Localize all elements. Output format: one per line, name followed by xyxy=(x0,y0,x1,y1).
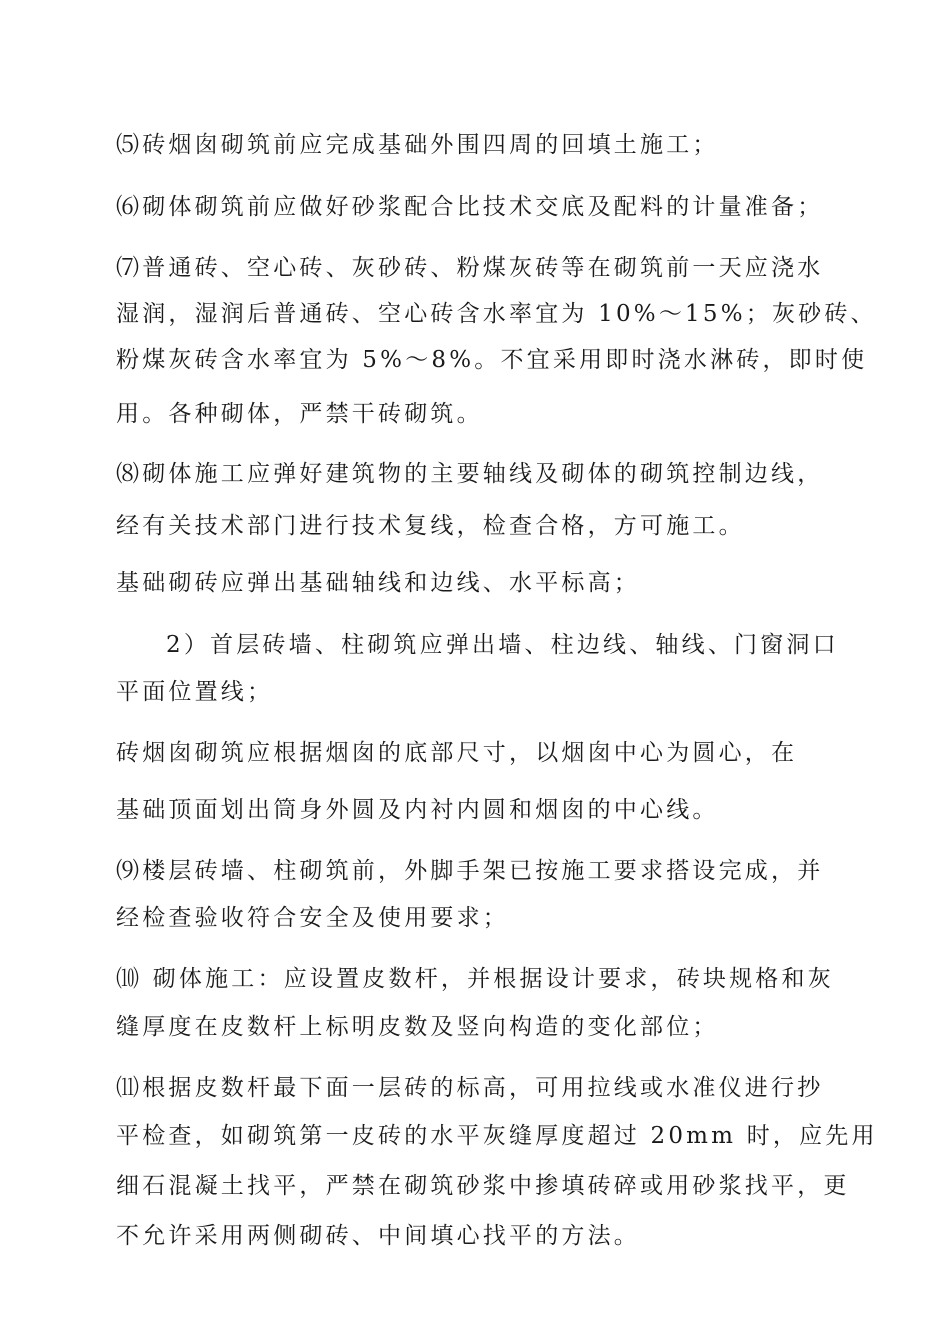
text-line-item-11-cont-3: 不允许采用两侧砌砖、中间填心找平的方法。 xyxy=(116,1223,640,1249)
text-line-item-7-cont-1: 湿润，湿润后普通砖、空心砖含水率宜为 10%～15%；灰砂砖、 xyxy=(116,301,877,327)
text-line-chimney: 砖烟囱砌筑应根据烟囱的底部尺寸，以烟囱中心为圆心，在 xyxy=(116,740,798,766)
text-line-item-8-cont: 经有关技术部门进行技术复线，检查合格，方可施工。 xyxy=(116,513,745,539)
text-line-item-10-cont: 缝厚度在皮数杆上标明皮数及竖向构造的变化部位； xyxy=(116,1014,719,1040)
text-line-subitem-2-cont: 平面位置线； xyxy=(116,679,274,705)
text-line-item-6: ⑹砌体砌筑前应做好砂浆配合比技术交底及配料的计量准备； xyxy=(116,194,824,220)
text-line-item-8-start: ⑻砌体施工应弹好建筑物的主要轴线及砌体的砌筑控制边线， xyxy=(116,461,824,487)
text-line-item-9-start: ⑼楼层砖墙、柱砌筑前，外脚手架已按施工要求搭设完成，并 xyxy=(116,858,824,884)
text-line-item-7-start: ⑺普通砖、空心砖、灰砂砖、粉煤灰砖等在砌筑前一天应浇水 xyxy=(116,255,824,281)
text-line-chimney-cont: 基础顶面划出筒身外圆及内衬内圆和烟囱的中心线。 xyxy=(116,797,719,823)
text-line-item-11-start: ⑾根据皮数杆最下面一层砖的标高，可用拉线或水准仪进行抄 xyxy=(116,1075,824,1101)
text-line-item-11-cont-2: 细石混凝土找平，严禁在砌筑砂浆中掺填砖碎或用砂浆找平，更 xyxy=(116,1173,850,1199)
text-line-item-5: ⑸砖烟囱砌筑前应完成基础外围四周的回填土施工； xyxy=(116,132,719,158)
text-line-item-9-cont: 经检查验收符合安全及使用要求； xyxy=(116,905,509,931)
text-line-item-11-cont-1: 平检查，如砌筑第一皮砖的水平灰缝厚度超过 20mm 时，应先用 xyxy=(116,1123,878,1149)
text-line-subitem-2: 2）首层砖墙、柱砌筑应弹出墙、柱边线、轴线、门窗洞口 xyxy=(166,632,839,658)
text-line-item-10-start: ⑽ 砌体施工：应设置皮数杆，并根据设计要求，砖块规格和灰 xyxy=(116,966,834,992)
text-line-item-7-cont-2: 粉煤灰砖含水率宜为 5%～8%。不宜采用即时浇水淋砖，即时使 xyxy=(116,347,868,373)
text-line-foundation: 基础砌砖应弹出基础轴线和边线、水平标高； xyxy=(116,570,640,596)
text-line-item-7-cont-3: 用。各种砌体，严禁干砖砌筑。 xyxy=(116,401,483,427)
